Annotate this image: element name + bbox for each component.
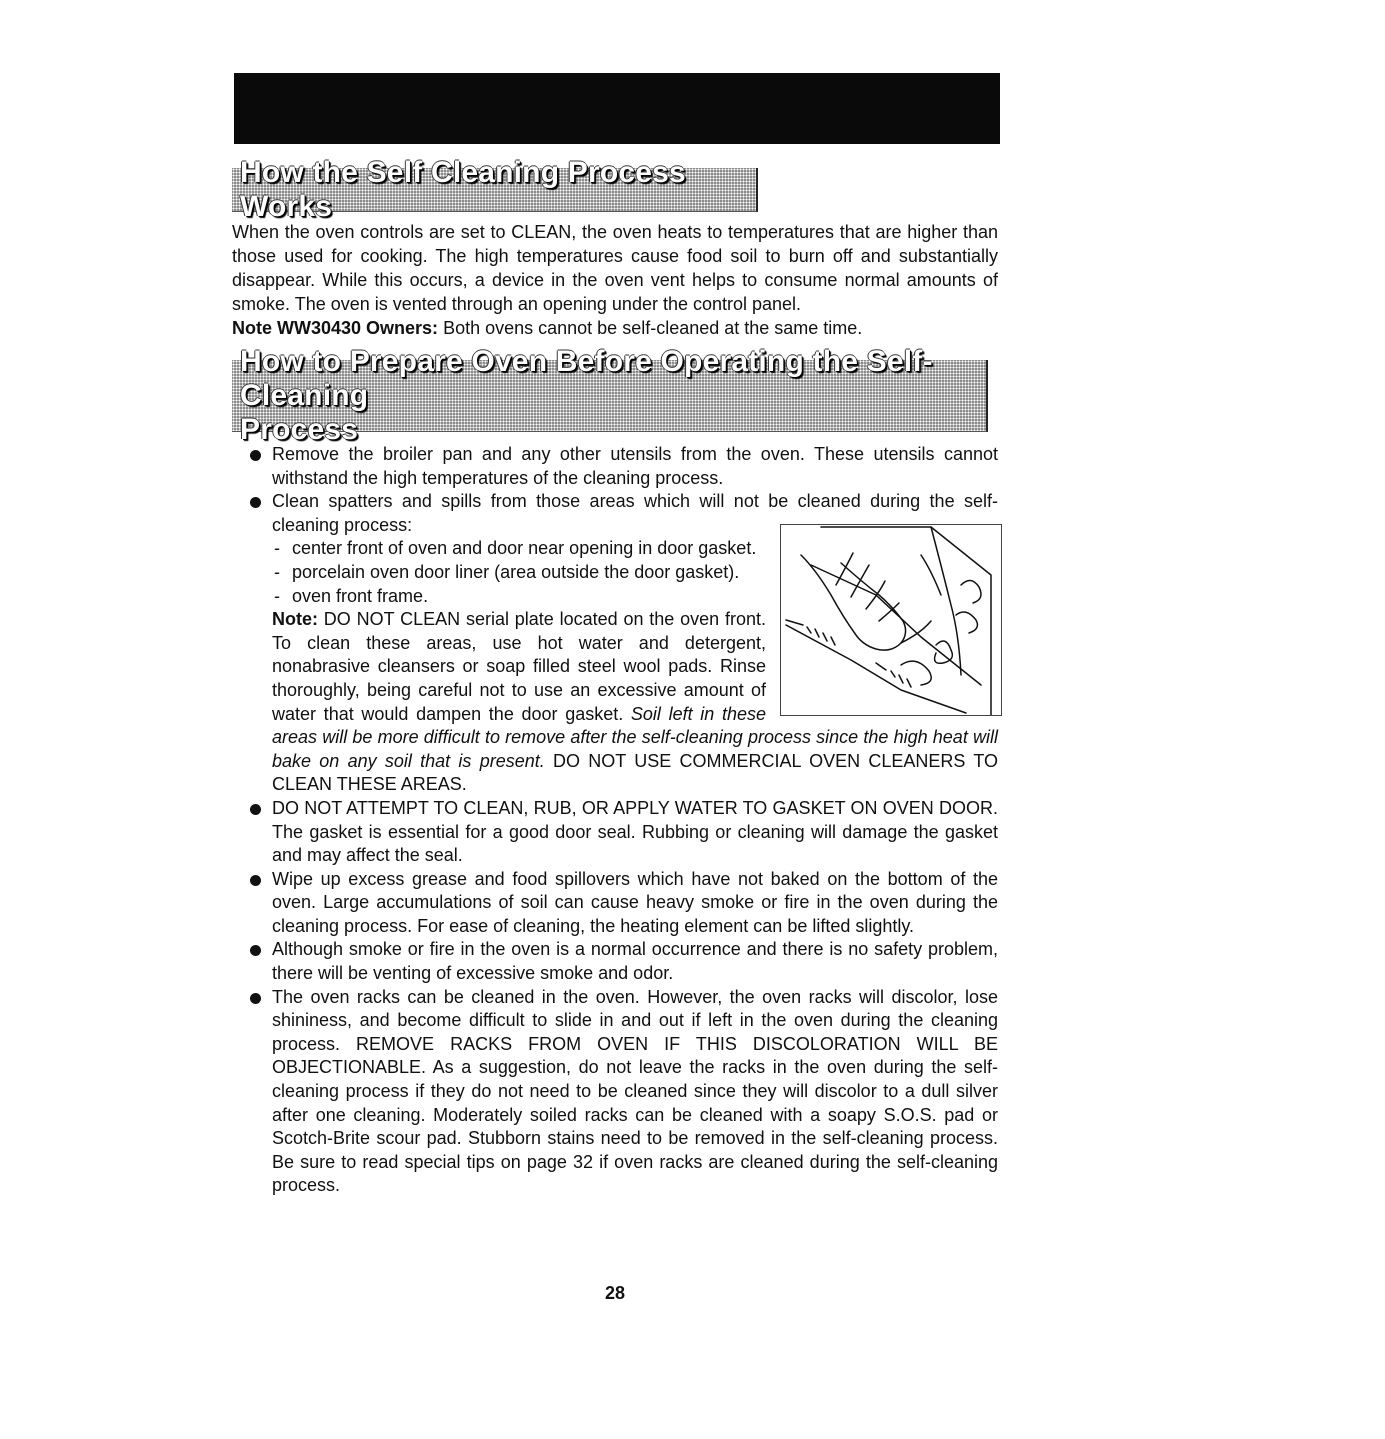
note-label: Note: xyxy=(272,609,318,630)
list-item: Wipe up excess grease and food spillovers which have not baked on the bottom of the oven. Large accumulations of soil can cause heavy smoke or fire in the oven during the cleaning process. For ease of cleaning, the heating element can be lifted slightly. xyxy=(244,868,998,939)
owners-note-text: Both ovens cannot be self-cleaned at the same time. xyxy=(438,318,863,338)
list-item: Remove the broiler pan and any other utensils from the oven. These utensils cannot withstand the high temperatures of the cleaning process. xyxy=(244,443,998,490)
list-item xyxy=(244,490,998,797)
intro-paragraph-block xyxy=(232,220,998,340)
section-heading-prepare-oven xyxy=(232,344,988,446)
clean-spatters-intro: Clean spatters and spills from those areas which will not be cleaned during the self-cleaning process: xyxy=(272,491,998,535)
list-item: DO NOT ATTEMPT TO CLEAN, RUB, OR APPLY WATER TO GASKET ON OVEN DOOR. The gasket is essential for a good door seal. Rubbing or cleaning will damage the gasket and may affect the seal. xyxy=(244,797,998,868)
page-number: 28 xyxy=(604,1283,626,1303)
owners-note xyxy=(232,316,998,340)
preparation-list xyxy=(244,443,998,1198)
section-heading-how-self-cleaning-works: How the Self Cleaning Process Works xyxy=(232,168,758,212)
serial-plate-note: Note: DO NOT CLEAN serial plate located on the oven front. To clean these areas, use hot water and detergent, nonabrasive cleansers or soap filled steel wool pads. Rinse thoroughly, being careful not to use an excessive amount of water that would dampen the door gasket. Soil left in these areas will be more difficult to remove after the self-cleaning process since the high heat will bake on any soil that is present. DO NOT USE COMMERCIAL OVEN CLEANERS TO CLEAN THESE AREAS. xyxy=(272,609,998,795)
list-item: - center front of oven and door near opening in door gasket. xyxy=(274,538,757,559)
prepare-heading-line1: How to Prepare Oven Before Operating the Self-Cleaning xyxy=(240,344,933,412)
list-item: Although smoke or fire in the oven is a normal occurrence and there is no safety problem, there will be venting of excessive smoke and odor. xyxy=(244,938,998,985)
areas-to-clean-list xyxy=(272,537,998,608)
prepare-heading-line2: Process xyxy=(240,412,359,446)
header-bar xyxy=(234,73,1000,144)
intro-paragraph: When the oven controls are set to CLEAN, the oven heats to temperatures that are higher than those used for cooking. The high temperatures cause food soil to burn off and substantially disappear. While this occurs, a device in the oven vent helps to consume normal amounts of smoke. The oven is vented through an opening under the control panel. xyxy=(232,222,998,314)
list-item: - porcelain oven door liner (area outside the door gasket). xyxy=(274,561,740,582)
list-item: The oven racks can be cleaned in the oven. However, the oven racks will discolor, lose shininess, and become difficult to slide in and out if left in the oven during the cleaning process. REMOVE RACKS FROM OVEN IF THIS DISCOLORATION WILL BE OBJECTIONABLE. As a suggestion, do not leave the racks in the oven during the self-cleaning process if they do not need to be cleaned since they will discolor to a dull silver after one cleaning. Moderately soiled racks can be cleaned with a soapy S.O.S. pad or Scotch-Brite scour pad. Stubborn stains need to be removed in the self-cleaning process. Be sure to read special tips on page 32 if oven racks are cleaned during the self-cleaning process. xyxy=(244,986,998,1198)
owners-note-label: Note WW30430 Owners: xyxy=(232,318,439,338)
list-item: - oven front frame. xyxy=(274,585,429,606)
